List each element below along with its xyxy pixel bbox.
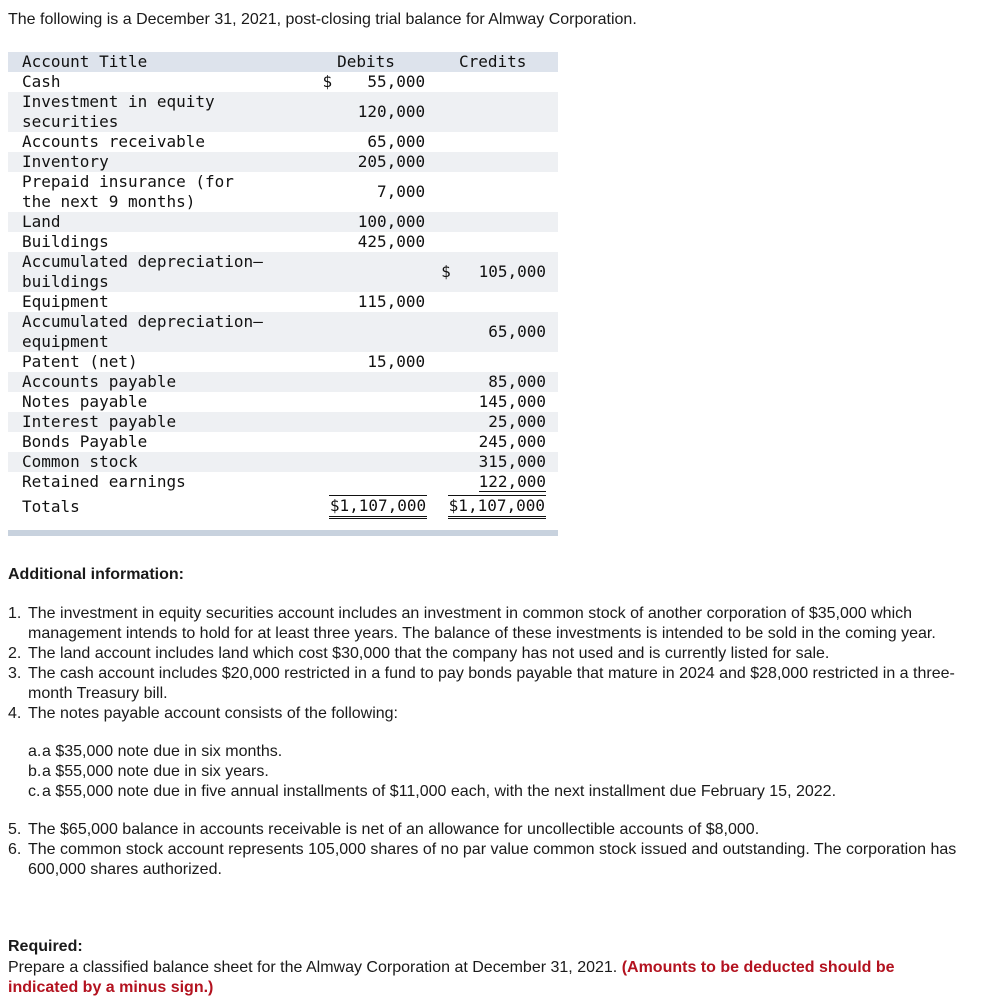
credit-amount: 105,000	[478, 262, 546, 281]
list-item	[8, 820, 968, 840]
table-body	[8, 72, 558, 492]
account-title: Equipment	[22, 292, 109, 311]
debit-amount: 55,000	[367, 72, 426, 91]
item-number: 2.	[8, 645, 22, 662]
account-title: Inventory	[22, 152, 109, 171]
required-instruction: Prepare a classified balance sheet for the Almway Corporation at December 31, 2021.	[8, 959, 618, 976]
table-row	[8, 472, 558, 492]
account-title: Accumulated depreciation— equipment	[22, 312, 263, 351]
debit-amount: 425,000	[357, 232, 426, 251]
table-row	[8, 212, 558, 232]
account-title: Interest payable	[22, 412, 177, 431]
table-header-row	[8, 52, 558, 72]
table-row	[8, 172, 558, 212]
credit-amount: 245,000	[478, 432, 546, 451]
credit-amount: 25,000	[488, 412, 546, 431]
required-text	[8, 958, 968, 998]
table-row	[8, 92, 558, 132]
account-title: Bonds Payable	[22, 432, 148, 451]
table-row	[8, 292, 558, 312]
list-item	[8, 840, 968, 880]
additional-info-heading: Additional information:	[8, 566, 184, 583]
account-title: Buildings	[22, 232, 109, 251]
totals-label: Totals	[22, 497, 80, 516]
account-title: Patent (net)	[22, 352, 138, 371]
item-text: a $55,000 note due in five annual installments of $11,000 each, with the next installment due February 15, 2022.	[42, 783, 837, 800]
account-title: Notes payable	[22, 392, 148, 411]
required-note: (Amounts to be deducted should be indicated by a minus sign.)	[8, 959, 895, 996]
total-credits: $1,107,000	[448, 495, 546, 519]
account-title: Accounts receivable	[22, 132, 206, 151]
debit-amount: 100,000	[357, 212, 426, 231]
table-row	[8, 252, 558, 292]
item-number: b.	[28, 763, 42, 780]
item-text: The investment in equity securities account includes an investment in common stock of another corporation of $35,000 which management intends to hold for at least three years. The balance of these investments is intended to be sold in the coming year.	[28, 605, 936, 642]
trial-balance-table	[8, 52, 558, 522]
item-text: The land account includes land which cost $30,000 that the company has not used and is currently listed for sale.	[28, 645, 830, 662]
item-number: a.	[28, 743, 42, 760]
debit-amount: 115,000	[357, 292, 426, 311]
table-row	[8, 392, 558, 412]
dollar-sign: $	[322, 72, 333, 91]
item-number: 6.	[8, 841, 22, 858]
debit-amount: 205,000	[357, 152, 426, 171]
table-row	[8, 152, 558, 172]
item-text: a $35,000 note due in six months.	[42, 743, 283, 760]
item-number: c.	[28, 783, 41, 800]
table-row	[8, 452, 558, 472]
item-number: 1.	[8, 605, 22, 622]
table-row	[8, 352, 558, 372]
header-credits: Credits	[459, 52, 527, 71]
table-row	[8, 132, 558, 152]
sub-list-item	[28, 742, 968, 762]
table-row	[8, 72, 558, 92]
account-title: Retained earnings	[22, 472, 186, 491]
account-title: Prepaid insurance (for the next 9 months)	[22, 172, 234, 211]
account-title: Cash	[22, 72, 61, 91]
table-row	[8, 412, 558, 432]
table-row	[8, 372, 558, 392]
item-number: 3.	[8, 665, 22, 682]
account-title: Accounts payable	[22, 372, 177, 391]
list-item	[8, 604, 968, 644]
account-title: Investment in equity securities	[22, 92, 215, 131]
credit-amount: 145,000	[478, 392, 546, 411]
credit-amount: 315,000	[478, 452, 546, 471]
item-text: The notes payable account consists of the following:	[28, 705, 398, 722]
sub-list-item	[28, 782, 968, 802]
list-item	[8, 704, 968, 724]
required-heading: Required:	[8, 938, 83, 955]
total-debits: $1,107,000	[329, 495, 427, 519]
debit-amount: 120,000	[357, 102, 426, 121]
account-title: Land	[22, 212, 61, 231]
credit-amount: 122,000	[478, 472, 546, 491]
header-debits: Debits	[337, 52, 395, 71]
debit-amount: 15,000	[367, 352, 426, 371]
account-title: Common stock	[22, 452, 138, 471]
additional-info-list	[8, 604, 968, 880]
item-text: The cash account includes $20,000 restricted in a fund to pay bonds payable that mature in 2024 and $28,000 restricted in a three-month Treasury bill.	[28, 665, 955, 702]
dollar-sign: $	[441, 262, 451, 281]
list-item	[8, 644, 968, 664]
table-row	[8, 312, 558, 352]
intro-text: The following is a December 31, 2021, post-closing trial balance for Almway Corporation.	[8, 11, 637, 28]
item-number: 4.	[8, 705, 22, 722]
list-item	[8, 664, 968, 704]
item-text: The $65,000 balance in accounts receivable is net of an allowance for uncollectible accounts of $8,000.	[28, 821, 760, 838]
debit-amount: 65,000	[367, 132, 426, 151]
credit-amount: 65,000	[488, 322, 546, 341]
item-text: The common stock account represents 105,000 shares of no par value common stock issued and outstanding. The corporation has 600,000 shares authorized.	[28, 841, 957, 878]
totals-row	[8, 492, 558, 522]
notes-payable-sublist	[8, 742, 968, 802]
table-row	[8, 432, 558, 452]
sub-list-item	[28, 762, 968, 782]
item-number: 5.	[8, 821, 22, 838]
debit-amount: 7,000	[377, 182, 426, 201]
item-text: a $55,000 note due in six years.	[42, 763, 269, 780]
account-title: Accumulated depreciation— buildings	[22, 252, 263, 291]
table-bottom-bar	[8, 530, 558, 536]
table-row	[8, 232, 558, 252]
header-account-title: Account Title	[22, 52, 148, 71]
credit-amount: 85,000	[488, 372, 546, 391]
